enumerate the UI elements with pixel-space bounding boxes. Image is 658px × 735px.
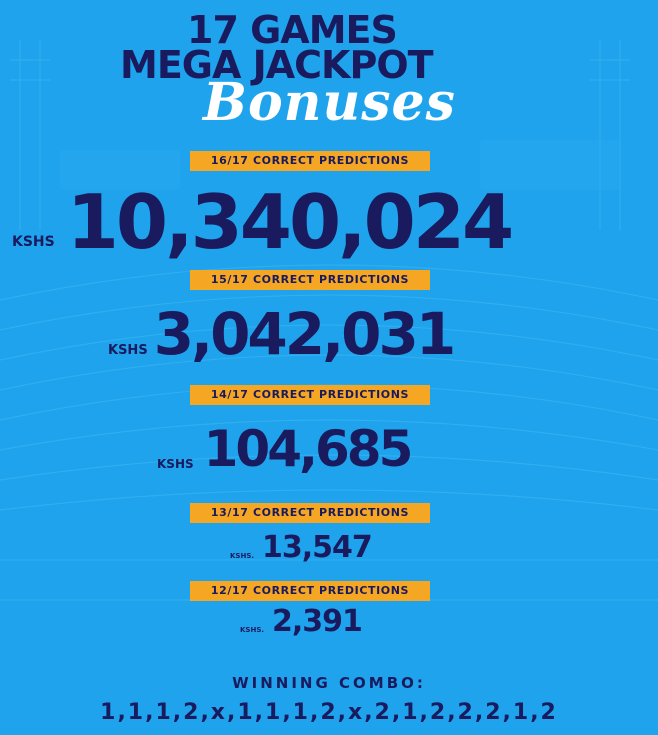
winning-combo-label: WINNING COMBO: <box>232 674 426 692</box>
prize-13-label-bar: 13/17 CORRECT PREDICTIONS <box>190 503 430 523</box>
prize-12 <box>240 604 362 640</box>
prize-13 <box>230 530 372 566</box>
prize-15 <box>108 302 453 366</box>
prize-16-label-bar: 16/17 CORRECT PREDICTIONS <box>190 151 430 171</box>
prize-13-amount: 13,547 <box>262 530 372 565</box>
prize-16 <box>12 178 512 266</box>
prize-12-amount: 2,391 <box>272 604 362 639</box>
prize-16-currency: KSHS <box>12 234 55 250</box>
prize-16-amount: 10,340,024 <box>66 178 512 266</box>
winning-combo-values: 1,1,1,2,x,1,1,1,2,x,2,1,2,2,2,1,2 <box>100 700 558 725</box>
prize-14-label-bar: 14/17 CORRECT PREDICTIONS <box>190 385 430 405</box>
prize-14-amount: 104,685 <box>203 420 411 478</box>
prize-13-currency: KSHS. <box>230 552 255 560</box>
prize-14 <box>157 420 410 478</box>
prize-15-label-bar: 15/17 CORRECT PREDICTIONS <box>190 270 430 290</box>
prize-15-currency: KSHS <box>108 343 148 358</box>
prize-12-currency: KSHS. <box>240 626 265 634</box>
prize-15-amount: 3,042,031 <box>153 300 454 368</box>
title-mega-jackpot: MEGA JACKPOT <box>120 43 433 87</box>
title-bonuses-script: Bonuses <box>203 72 456 133</box>
prize-12-label-bar: 12/17 CORRECT PREDICTIONS <box>190 581 430 601</box>
prize-14-currency: KSHS <box>157 457 194 471</box>
title-games: 17 GAMES <box>187 8 397 52</box>
